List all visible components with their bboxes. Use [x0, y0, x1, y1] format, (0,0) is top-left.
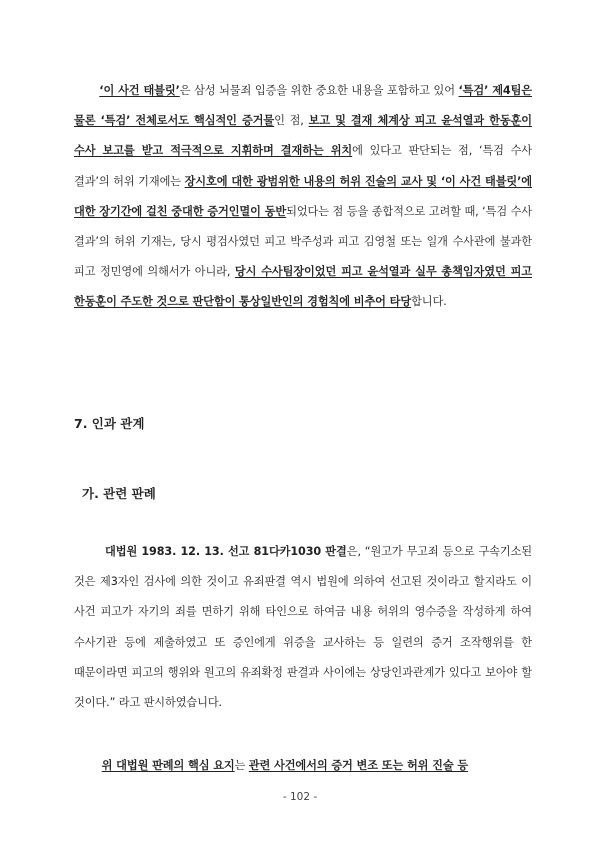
body-text: 합니다.: [411, 295, 447, 309]
body-text: 는: [234, 759, 249, 772]
body-text: 인 점,: [274, 114, 309, 128]
emphasized-text: 관련 사건에서의 증거 변조 또는 허위 진술 등: [248, 759, 469, 772]
body-text: [74, 759, 102, 772]
body-text: [74, 84, 99, 97]
body-text: 에 있다고 판단되는 점, ‘특검 수사 결과’의 허위 기재에는: [74, 144, 533, 188]
paragraph-evidence-analysis: [74, 76, 532, 318]
section-heading-causation: 7. 인과 관계: [74, 416, 145, 431]
body-text: 은, “원고가 무고죄 등으로 구속기소된 것은 제3자인 검사에 의한 것이고 유죄판결 역시 법원에 의하여 선고된 것이라고 할지라도 이 사건 피고가 자기의 죄를 면하기 위해 타인으로 하여금 내용 허위의 영수증을 작성하게 하여 수사기관 등에 제출하였고 또 증인에게 위증을 교사하는 등 일련의 증거 조작행위를 한 때문이라면 피고의 행위와 원고의 유죄확정 판결과 사이에는 상당인과관계가 있다고 보아야 할 것이다.” 라고 판시하였습니다.: [74, 545, 533, 710]
emphasized-text: ‘이 사건 태블릿’: [99, 84, 180, 97]
emphasized-text: 장시호에 대한 광범위한 내용의 허위 진술의 교사 및 ‘이 사건 태블릿’에 대한 장기간에 걸친 중대한 증거인멸이 동반: [74, 174, 532, 218]
body-text: 은 삼성 뇌물죄 입증을 위한 중요한 내용을 포함하고 있어: [179, 84, 459, 97]
paragraph-precedent-summary: [74, 751, 532, 781]
emphasized-text: 당시 수사팀장이었던 피고 윤석열과 실무 총책임자였던 피고 한동훈이 주도한 것으로 판단함이 통상일반인의 경험칙에 비추어 타당: [74, 265, 532, 309]
body-text: [74, 545, 105, 558]
emphasized-text: ‘특검’ 제4팀은 물론 ‘특검’ 전체로서도 핵심적인 증거물: [74, 84, 533, 128]
bold-text: 대법원 1983. 12. 13. 선고 81다카1030 판결: [105, 545, 347, 558]
page-number: - 102 -: [282, 791, 318, 803]
emphasized-text: 위 대법원 판례의 핵심 요지: [101, 759, 235, 772]
paragraph-supreme-court-ruling: [74, 537, 532, 718]
body-text: 되었다는 점 등을 종합적으로 고려할 때, ‘특검 수사 결과’의 허위 기재는, 당시 평검사였던 피고 박주성과 피고 김영철 또는 일개 수사관에 불과한 피고 정민영에 의해서가 아니라,: [74, 204, 532, 279]
subsection-heading-precedents: 가. 관련 판례: [82, 486, 156, 501]
emphasized-text: 보고 및 결재 체계상 피고 윤석열과 한동훈이 수사 보고를 받고 적극적으로 지휘하며 결재하는 위치: [74, 114, 532, 158]
